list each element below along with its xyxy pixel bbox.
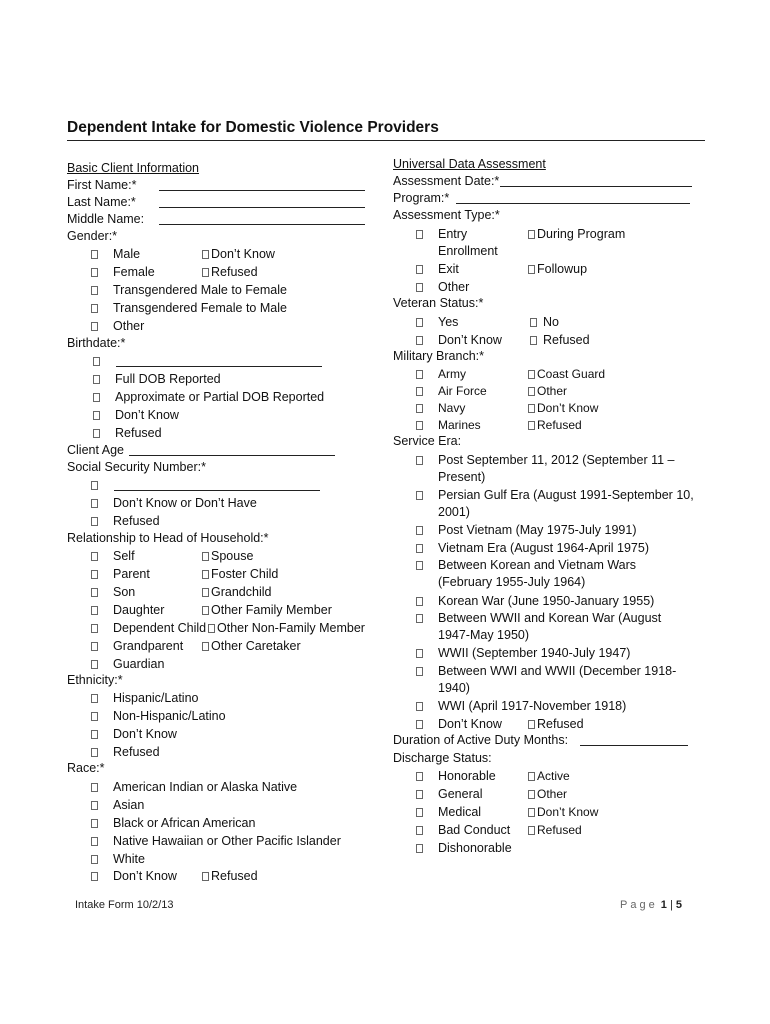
checkbox-icon[interactable] — [416, 649, 423, 658]
race-asian-option[interactable]: Asian — [91, 798, 144, 812]
checkbox-icon[interactable] — [416, 790, 423, 799]
gender-dont-know-option[interactable]: Don’t Know — [202, 247, 275, 261]
rel-other-family-option[interactable]: Other Family Member — [202, 603, 332, 617]
checkbox-icon[interactable] — [528, 387, 535, 396]
dis-medical-option[interactable]: Medical — [416, 805, 481, 819]
rel-other-nonfamily-option[interactable]: Other Non-Family Member — [208, 621, 365, 635]
checkbox-icon[interactable] — [528, 421, 535, 430]
section-uda: Universal Data Assessment — [393, 157, 546, 171]
checkbox-icon[interactable] — [416, 336, 423, 345]
checkbox-icon[interactable] — [93, 357, 100, 366]
military-branch-label: Military Branch:* — [393, 349, 484, 363]
era-korea-vietnam-option[interactable]: Between Korean and Vietnam Wars — [416, 558, 636, 572]
checkbox-icon[interactable] — [416, 318, 423, 327]
checkbox-icon[interactable] — [93, 375, 100, 384]
program-field[interactable] — [456, 191, 690, 204]
checkbox-icon[interactable] — [91, 499, 98, 508]
checkbox-icon[interactable] — [416, 808, 423, 817]
dis-other-option[interactable]: Other — [528, 787, 567, 801]
checkbox-icon[interactable] — [91, 481, 98, 490]
assessment-type-label: Assessment Type:* — [393, 208, 500, 222]
gender-label: Gender:* — [67, 229, 118, 243]
checkbox-icon[interactable] — [416, 404, 423, 413]
checkbox-icon[interactable] — [416, 614, 423, 623]
assessment-date-field[interactable] — [500, 174, 692, 187]
checkbox-icon[interactable] — [202, 606, 209, 615]
gender-refused-option[interactable]: Refused — [202, 265, 258, 279]
vet-yes-option[interactable]: Yes — [416, 315, 458, 329]
checkbox-icon[interactable] — [416, 456, 423, 465]
middle-name-label: Middle Name: — [67, 212, 145, 226]
era-post-vietnam-option[interactable]: Post Vietnam (May 1975-July 1991) — [416, 523, 636, 537]
gender-female-option[interactable]: Female — [91, 265, 155, 279]
service-era-label: Service Era: — [393, 434, 462, 448]
checkbox-icon[interactable] — [202, 872, 209, 881]
checkbox-icon[interactable] — [202, 570, 209, 579]
eth-dont-know-option[interactable]: Don’t Know — [91, 727, 177, 741]
checkbox-icon[interactable] — [202, 250, 209, 259]
checkbox-icon[interactable] — [416, 283, 423, 292]
dob-full-option[interactable]: Full DOB Reported — [93, 372, 221, 386]
checkbox-icon[interactable] — [91, 819, 98, 828]
eth-hispanic-option[interactable]: Hispanic/Latino — [91, 691, 198, 705]
assessment-date-label: Assessment Date:* — [393, 174, 500, 188]
dis-honorable-option[interactable]: Honorable — [416, 769, 496, 783]
era-refused-option[interactable]: Refused — [528, 717, 584, 731]
checkbox-icon[interactable] — [528, 230, 535, 239]
checkbox-icon[interactable] — [91, 286, 98, 295]
era-korea-vietnam-cont: (February 1955-July 1964) — [438, 575, 586, 589]
era-wwii-korea-cont: 1947-May 1950) — [438, 628, 530, 642]
veteran-label: Veteran Status:* — [393, 296, 484, 310]
type-exit-option[interactable]: Exit — [416, 262, 459, 276]
dis-bad-conduct-option[interactable]: Bad Conduct — [416, 823, 510, 837]
first-name-label: First Name:* — [67, 178, 137, 192]
race-aian-option[interactable]: American Indian or Alaska Native — [91, 780, 297, 794]
race-white-option[interactable]: White — [91, 852, 145, 866]
checkbox-icon[interactable] — [416, 544, 423, 553]
checkbox-icon[interactable] — [91, 694, 98, 703]
client-age-field[interactable] — [129, 443, 335, 456]
rel-grandchild-option[interactable]: Grandchild — [202, 585, 271, 599]
era-dont-know-option[interactable]: Don’t Know — [416, 717, 502, 731]
ssn-entry-option[interactable] — [91, 478, 104, 492]
race-nhpi-option[interactable]: Native Hawaiian or Other Pacific Islander — [91, 834, 341, 848]
dis-active-option[interactable]: Active — [528, 769, 570, 783]
checkbox-icon[interactable] — [91, 660, 98, 669]
mil-army-option[interactable]: Army — [416, 367, 466, 381]
ssn-label: Social Security Number:* — [67, 460, 206, 474]
vet-dont-know-option[interactable]: Don’t Know — [416, 333, 502, 347]
era-wwi-wwii-cont: 1940) — [438, 681, 470, 695]
checkbox-icon[interactable] — [93, 411, 100, 420]
checkbox-icon[interactable] — [208, 624, 215, 633]
checkbox-icon[interactable] — [91, 268, 98, 277]
era-vietnam-option[interactable]: Vietnam Era (August 1964-April 1975) — [416, 541, 649, 555]
checkbox-icon[interactable] — [416, 597, 423, 606]
gender-tg-mf-option[interactable]: Transgendered Male to Female — [91, 283, 287, 297]
checkbox-icon[interactable] — [91, 606, 98, 615]
checkbox-icon[interactable] — [528, 790, 535, 799]
vet-no-option[interactable]: No — [530, 315, 559, 329]
vet-refused-option[interactable]: Refused — [530, 333, 590, 347]
ssn-dont-know-option[interactable]: Don’t Know or Don’t Have — [91, 496, 257, 510]
checkbox-icon[interactable] — [202, 642, 209, 651]
eth-non-hispanic-option[interactable]: Non-Hispanic/Latino — [91, 709, 226, 723]
era-gulf-option[interactable]: Persian Gulf Era (August 1991-September 10, — [416, 488, 694, 502]
checkbox-icon[interactable] — [416, 561, 423, 570]
type-enrollment-label: Enrollment — [438, 244, 498, 258]
race-refused-option[interactable]: Refused — [202, 869, 258, 883]
checkbox-icon[interactable] — [530, 318, 537, 327]
rel-self-option[interactable]: Self — [91, 549, 135, 563]
checkbox-icon[interactable] — [202, 268, 209, 277]
birthdate-field[interactable] — [116, 354, 322, 367]
checkbox-icon[interactable] — [528, 720, 535, 729]
era-wwi-option[interactable]: WWI (April 1917-November 1918) — [416, 699, 626, 713]
checkbox-icon[interactable] — [91, 730, 98, 739]
birthdate-entry-option[interactable] — [93, 354, 106, 368]
dob-dont-know-option[interactable]: Don’t Know — [93, 408, 179, 422]
checkbox-icon[interactable] — [416, 370, 423, 379]
mil-other-option[interactable]: Other — [528, 384, 567, 398]
dob-approx-option[interactable]: Approximate or Partial DOB Reported — [93, 390, 324, 404]
checkbox-icon[interactable] — [91, 304, 98, 313]
checkbox-icon[interactable] — [528, 370, 535, 379]
era-gulf-cont: 2001) — [438, 505, 470, 519]
rel-daughter-option[interactable]: Daughter — [91, 603, 164, 617]
checkbox-icon[interactable] — [91, 855, 98, 864]
mil-coast-guard-option[interactable]: Coast Guard — [528, 367, 605, 381]
page-indicator: Page 1 | 5 — [620, 899, 682, 911]
discharge-label: Discharge Status: — [393, 751, 492, 765]
checkbox-icon[interactable] — [528, 826, 535, 835]
ssn-refused-option[interactable]: Refused — [91, 514, 160, 528]
type-during-option[interactable]: During Program — [528, 227, 625, 241]
checkbox-icon[interactable] — [416, 265, 423, 274]
checkbox-icon[interactable] — [416, 230, 423, 239]
checkbox-icon[interactable] — [416, 720, 423, 729]
dis-refused-option[interactable]: Refused — [528, 823, 582, 837]
checkbox-icon[interactable] — [91, 624, 98, 633]
client-age-label: Client Age — [67, 443, 124, 457]
eth-refused-option[interactable]: Refused — [91, 745, 160, 759]
title-divider — [67, 140, 705, 141]
checkbox-icon[interactable] — [416, 772, 423, 781]
duration-label: Duration of Active Duty Months: — [393, 733, 569, 747]
checkbox-icon[interactable] — [91, 588, 98, 597]
mil-marines-option[interactable]: Marines — [416, 418, 481, 432]
checkbox-icon[interactable] — [91, 517, 98, 526]
rel-other-caretaker-option[interactable]: Other Caretaker — [202, 639, 301, 653]
checkbox-icon[interactable] — [528, 265, 535, 274]
era-wwii-korea-option[interactable]: Between WWII and Korean War (August — [416, 611, 661, 625]
era-post911-option[interactable]: Post September 11, 2012 (September 11 – — [416, 453, 675, 467]
checkbox-icon[interactable] — [91, 552, 98, 561]
race-black-option[interactable]: Black or African American — [91, 816, 255, 830]
checkbox-icon[interactable] — [91, 322, 98, 331]
rel-son-option[interactable]: Son — [91, 585, 135, 599]
mil-refused-option[interactable]: Refused — [528, 418, 582, 432]
checkbox-icon[interactable] — [91, 872, 98, 881]
checkbox-icon[interactable] — [416, 826, 423, 835]
checkbox-icon[interactable] — [93, 393, 100, 402]
checkbox-icon[interactable] — [416, 421, 423, 430]
type-entry-option[interactable]: Entry — [416, 227, 467, 241]
ethnicity-label: Ethnicity:* — [67, 673, 123, 687]
checkbox-icon[interactable] — [416, 387, 423, 396]
era-wwi-wwii-option[interactable]: Between WWI and WWII (December 1918- — [416, 664, 676, 678]
mil-navy-option[interactable]: Navy — [416, 401, 465, 415]
checkbox-icon[interactable] — [91, 837, 98, 846]
dis-general-option[interactable]: General — [416, 787, 482, 801]
gender-other-option[interactable]: Other — [91, 319, 144, 333]
checkbox-icon[interactable] — [416, 844, 423, 853]
era-korean-option[interactable]: Korean War (June 1950-January 1955) — [416, 594, 654, 608]
gender-male-option[interactable]: Male — [91, 247, 140, 261]
type-followup-option[interactable]: Followup — [528, 262, 587, 276]
dis-dishonorable-option[interactable]: Dishonorable — [416, 841, 512, 855]
checkbox-icon[interactable] — [528, 404, 535, 413]
rel-foster-option[interactable]: Foster Child — [202, 567, 278, 581]
checkbox-icon[interactable] — [91, 712, 98, 721]
rel-parent-option[interactable]: Parent — [91, 567, 150, 581]
section-basic-info: Basic Client Information — [67, 161, 200, 175]
dis-dont-know-option[interactable]: Don’t Know — [528, 805, 598, 819]
checkbox-icon[interactable] — [202, 552, 209, 561]
checkbox-icon[interactable] — [91, 642, 98, 651]
era-post911-cont: Present) — [438, 470, 486, 484]
checkbox-icon[interactable] — [91, 783, 98, 792]
rel-spouse-option[interactable]: Spouse — [202, 549, 253, 563]
rel-dependent-option[interactable]: Dependent Child — [91, 621, 206, 635]
last-name-field[interactable] — [159, 195, 365, 208]
era-wwii-option[interactable]: WWII (September 1940-July 1947) — [416, 646, 630, 660]
checkbox-icon[interactable] — [416, 526, 423, 535]
middle-name-field[interactable] — [159, 212, 365, 225]
checkbox-icon[interactable] — [91, 801, 98, 810]
checkbox-icon[interactable] — [91, 748, 98, 757]
checkbox-icon[interactable] — [202, 588, 209, 597]
checkbox-icon[interactable] — [528, 808, 535, 817]
rel-guardian-option[interactable]: Guardian — [91, 657, 164, 671]
last-name-label: Last Name:* — [67, 195, 136, 209]
birthdate-label: Birthdate:* — [67, 336, 126, 350]
relationship-label: Relationship to Head of Household:* — [67, 531, 269, 545]
race-dont-know-option[interactable]: Don’t Know — [91, 869, 177, 883]
duration-field[interactable] — [580, 733, 688, 746]
dob-refused-option[interactable]: Refused — [93, 426, 162, 440]
gender-tg-fm-option[interactable]: Transgendered Female to Male — [91, 301, 287, 315]
mil-dont-know-option[interactable]: Don’t Know — [528, 401, 598, 415]
ssn-field[interactable] — [114, 478, 320, 491]
checkbox-icon[interactable] — [91, 570, 98, 579]
race-label: Race:* — [67, 761, 105, 775]
rel-grandparent-option[interactable]: Grandparent — [91, 639, 183, 653]
footer-form-version: Intake Form 10/2/13 — [75, 899, 174, 911]
checkbox-icon[interactable] — [528, 772, 535, 781]
mil-air-force-option[interactable]: Air Force — [416, 384, 487, 398]
type-other-option[interactable]: Other — [416, 280, 469, 294]
checkbox-icon[interactable] — [93, 429, 100, 438]
checkbox-icon[interactable] — [416, 491, 423, 500]
checkbox-icon[interactable] — [416, 667, 423, 676]
checkbox-icon[interactable] — [416, 702, 423, 711]
first-name-field[interactable] — [159, 178, 365, 191]
page-title: Dependent Intake for Domestic Violence Providers — [67, 119, 439, 136]
checkbox-icon[interactable] — [91, 250, 98, 259]
program-label: Program:* — [393, 191, 450, 205]
checkbox-icon[interactable] — [530, 336, 537, 345]
